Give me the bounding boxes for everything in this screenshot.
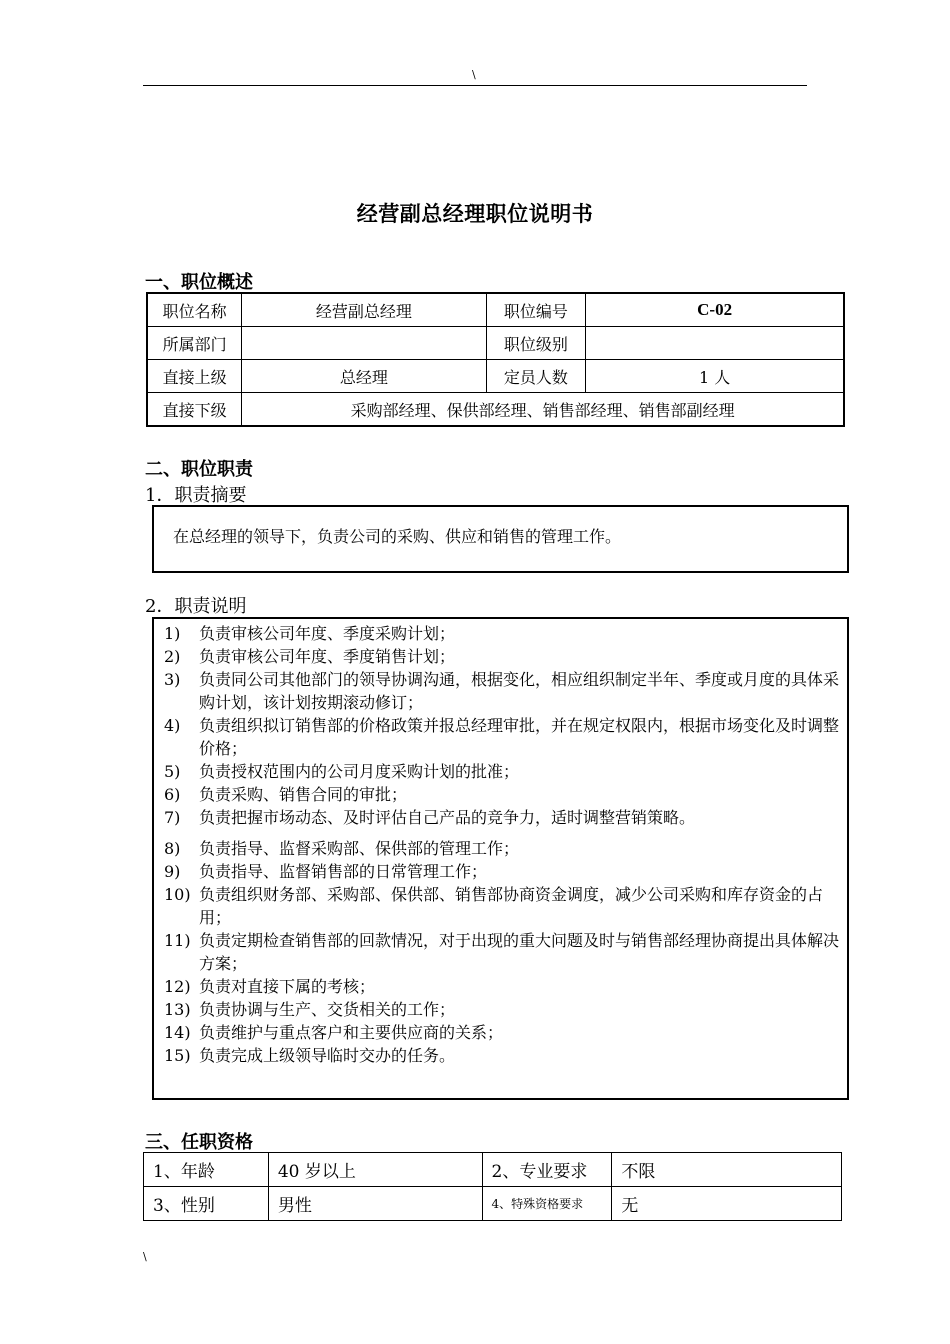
list-item	[164, 714, 844, 760]
list-item	[164, 1044, 844, 1067]
label-cell: 3、性别	[144, 1187, 269, 1221]
header-mark: \	[472, 68, 476, 81]
item-text: 负责定期检查销售部的回款情况，对于出现的重大问题及时与销售部经理协商提出具体解决方案；	[199, 931, 840, 973]
item-number: 5)	[164, 762, 181, 781]
item-text: 负责协调与生产、交货相关的工作；	[199, 1000, 456, 1019]
label-cell: 职位编号	[486, 293, 586, 327]
label-cell: 直接上级	[147, 360, 242, 393]
item-number: 3)	[164, 670, 181, 689]
header-rule	[143, 85, 807, 86]
item-number: 9)	[164, 862, 181, 881]
item-text: 负责审核公司年度、季度采购计划；	[199, 624, 456, 643]
item-text: 负责指导、监督销售部的日常管理工作；	[199, 862, 488, 881]
item-number: 2)	[164, 647, 181, 666]
summary-text: 在总经理的领导下，负责公司的采购、供应和销售的管理工作。	[173, 527, 622, 546]
section-2-heading: 二、职位职责	[145, 459, 253, 480]
summary-box	[152, 505, 849, 573]
item-number: 4)	[164, 716, 181, 735]
value-cell: 总经理	[242, 360, 486, 393]
list-item	[164, 645, 844, 668]
item-text: 负责把握市场动态、及时评估自己产品的竞争力，适时调整营销策略。	[199, 808, 696, 827]
table-row	[147, 360, 844, 393]
item-text: 负责授权范围内的公司月度采购计划的批准；	[199, 762, 520, 781]
footer-mark: \	[143, 1250, 147, 1263]
section-3-heading: 三、任职资格	[145, 1132, 253, 1153]
label-cell: 直接下级	[147, 393, 242, 427]
list-item	[164, 1021, 844, 1044]
table-row	[147, 327, 844, 360]
value-cell: 不限	[612, 1153, 842, 1187]
item-text: 负责对直接下属的考核；	[199, 977, 376, 996]
value-cell: 40 岁以上	[268, 1153, 482, 1187]
value-cell: 男性	[268, 1187, 482, 1221]
item-text: 负责组织财务部、采购部、保供部、销售部协商资金调度，减少公司采购和库存资金的占用；	[199, 885, 824, 927]
section-1-heading: 一、职位概述	[145, 272, 253, 293]
list-item	[164, 929, 844, 975]
item-text: 负责完成上级领导临时交办的任务。	[199, 1046, 456, 1065]
duties-heading: 2．职责说明	[145, 596, 247, 617]
label-cell: 2、专业要求	[482, 1153, 612, 1187]
value-cell: 无	[612, 1187, 842, 1221]
value-cell: C-02	[586, 293, 844, 327]
list-item	[164, 783, 844, 806]
label-cell: 职位级别	[486, 327, 586, 360]
duties-box	[152, 617, 849, 1100]
list-item	[164, 760, 844, 783]
value-cell	[242, 327, 486, 360]
item-number: 11)	[164, 931, 191, 950]
item-number: 13)	[164, 1000, 191, 1019]
summary-heading: 1．职责摘要	[145, 485, 247, 506]
item-text: 负责采购、销售合同的审批；	[199, 785, 408, 804]
item-text: 负责审核公司年度、季度销售计划；	[199, 647, 456, 666]
list-item	[164, 622, 844, 645]
item-number: 12)	[164, 977, 191, 996]
list-item	[164, 883, 844, 929]
value-cell: 1 人	[586, 360, 844, 393]
item-number: 1)	[164, 624, 181, 643]
item-text: 负责同公司其他部门的领导协调沟通，根据变化，相应组织制定半年、季度或月度的具体采购计划，该计划按期滚动修订；	[199, 670, 840, 712]
value-cell	[586, 327, 844, 360]
list-item	[164, 806, 844, 829]
label-cell: 所属部门	[147, 327, 242, 360]
label-cell: 1、年龄	[144, 1153, 269, 1187]
item-number: 8)	[164, 839, 181, 858]
value-cell: 采购部经理、保供部经理、销售部经理、销售部副经理	[242, 393, 844, 427]
item-text: 负责维护与重点客户和主要供应商的关系；	[199, 1023, 504, 1042]
document-title: 经营副总经理职位说明书	[356, 202, 594, 226]
table-row	[144, 1153, 842, 1187]
label-cell: 定员人数	[486, 360, 586, 393]
item-number: 15)	[164, 1046, 191, 1065]
item-number: 6)	[164, 785, 181, 804]
label-cell: 4、特殊资格要求	[482, 1187, 612, 1221]
item-number: 10)	[164, 885, 191, 904]
list-item	[164, 837, 844, 860]
list-item	[164, 668, 844, 714]
duties-list	[164, 622, 844, 1067]
table-row	[147, 293, 844, 327]
value-cell: 经营副总经理	[242, 293, 486, 327]
item-number: 14)	[164, 1023, 191, 1042]
list-item	[164, 998, 844, 1021]
item-text: 负责指导、监督采购部、保供部的管理工作；	[199, 839, 520, 858]
table-row	[144, 1187, 842, 1221]
item-text: 负责组织拟订销售部的价格政策并报总经理审批，并在规定权限内，根据市场变化及时调整价格；	[199, 716, 840, 758]
list-item	[164, 975, 844, 998]
item-number: 7)	[164, 808, 181, 827]
qualifications-table	[143, 1152, 842, 1221]
list-item	[164, 860, 844, 883]
table-row	[147, 393, 844, 427]
label-cell: 职位名称	[147, 293, 242, 327]
position-overview-table	[146, 292, 845, 427]
